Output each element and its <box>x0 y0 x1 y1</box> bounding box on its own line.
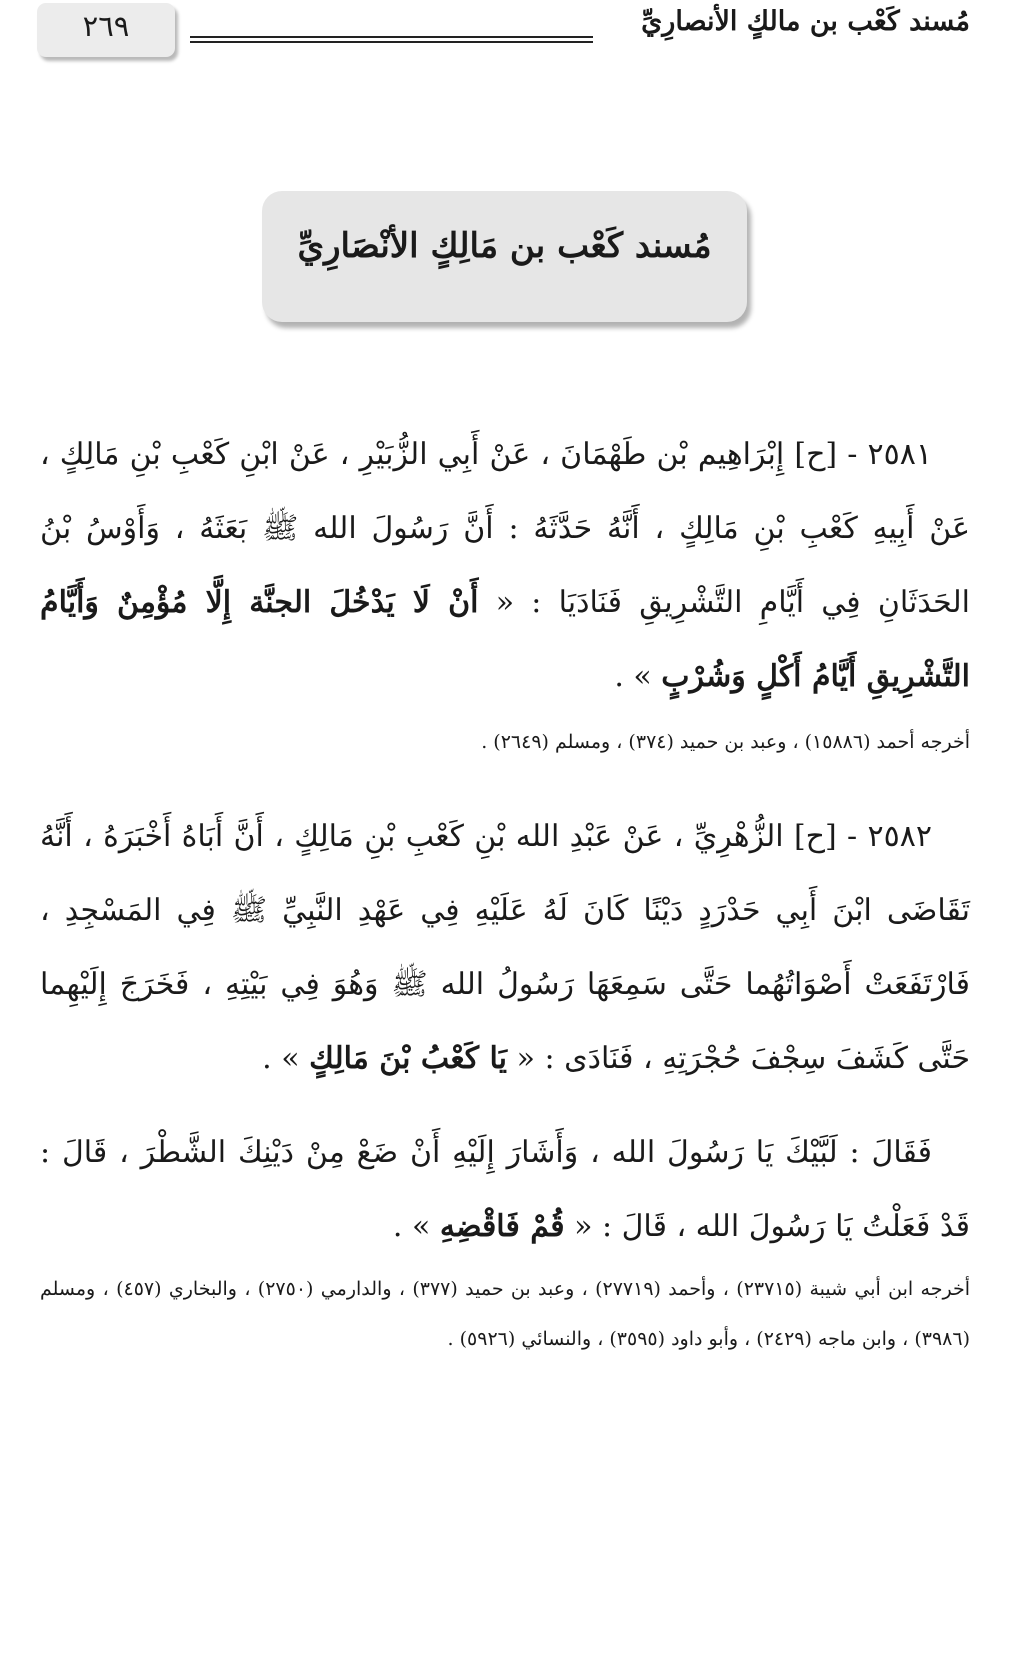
hadith-number: ٢٥٨٢ <box>867 819 932 854</box>
continuation-ending: » . <box>392 1209 431 1244</box>
takhrij-2582: أخرجه ابن أبي شيبة (٢٣٧١٥) ، وأحمد (٢٧٧١٩) ، وعبد بن حميد (٣٧٧) ، والدارمي (٢٧٥٠) ، والبخاري (٤٥٧) ، ومسلم (٣٩٨٦) ، وابن ماجه (٢٤٢٩) ، وأبو داود (٣٥٩٥) ، والنسائي (٥٩٢٦) . <box>40 1278 970 1350</box>
hadith-isnad: - [ح] الزُّهْرِيِّ ، عَنْ عَبْدِ الله بْنِ كَعْبِ بْنِ مَالِكٍ ، أَنَّ أَبَاهُ أَخْبَرَهُ ، أَنَّهُ تَقَاضَى ابْنَ أَبِي حَدْرَدٍ دَيْنًا كَانَ لَهُ عَلَيْهِ فِي عَهْدِ النَّبِيِّ ﷺ فِي المَسْجِدِ ، فَارْتَفَعَتْ أَصْوَاتُهُما حَتَّى سَمِعَهَا رَسُولُ الله ﷺ وَهُوَ فِي بَيْتِهِ ، فَخَرَجَ إِلَيْهِما حَتَّى كَشَفَ سِجْفَ حُجْرَتِهِ ، فَنَادَى : « <box>40 819 970 1076</box>
hadith-2582-continuation <box>40 1116 970 1264</box>
hadith-isnad: - [ح] إِبْرَاهِيم بْن طَهْمَانَ ، عَنْ أَبِي الزُّبَيْرِ ، عَنْ ابْنِ كَعْبِ بْنِ مَالِكٍ ، عَنْ أَبِيهِ كَعْبِ بْنِ مَالِكٍ ، أَنَّهُ حَدَّثَهُ : أَنَّ رَسُولَ الله ﷺ بَعَثَهُ ، وَأَوْسُ بْنُ الحَدَثَانِ فِي أَيَّامِ التَّشْرِيقِ فَنَادَيَا : « <box>40 437 970 620</box>
takhrij-2581: أخرجه أحمد (١٥٨٨٦) ، وعبد بن حميد (٣٧٤) ، ومسلم (٢٦٤٩) . <box>481 731 970 753</box>
running-title: مُسند كَعْب بن مالكٍ الأنصارِيِّ <box>641 6 970 37</box>
page-number-box <box>37 3 175 57</box>
continuation-text: فَقَالَ : لَبَّيْكَ يَا رَسُولَ الله ، وَأَشَارَ إِلَيْهِ أَنْ ضَعْ مِنْ دَيْنِكَ الشَّطْرَ ، قَالَ : قَدْ فَعَلْتُ يَا رَسُولَ الله ، قَالَ : « <box>40 1135 970 1244</box>
hadith-ending: » . <box>262 1041 300 1076</box>
continuation-quote: قُمْ فَاقْضِهِ <box>439 1209 565 1244</box>
hadith-number: ٢٥٨١ <box>867 437 932 472</box>
hadith-2582 <box>40 800 970 1096</box>
hadith-2581 <box>40 418 970 714</box>
section-title-box <box>262 191 747 322</box>
hadith-ending: » . <box>614 659 652 694</box>
hadith-quote: أَنْ لَا يَدْخُلَ الجنَّة إِلَّا مُؤْمِنٌ وَأَيَّامُ التَّشْرِيقِ أَيَّامُ أَكْلٍ وَشُرْبٍ <box>40 585 970 694</box>
header-rule <box>190 36 593 43</box>
section-title: مُسند كَعْب بن مَالِكٍ الأنْصَارِيِّ <box>297 226 712 266</box>
hadith-quote: يَا كَعْبُ بْنَ مَالِكٍ <box>309 1041 508 1076</box>
page-number: ٢٦٩ <box>82 9 130 43</box>
